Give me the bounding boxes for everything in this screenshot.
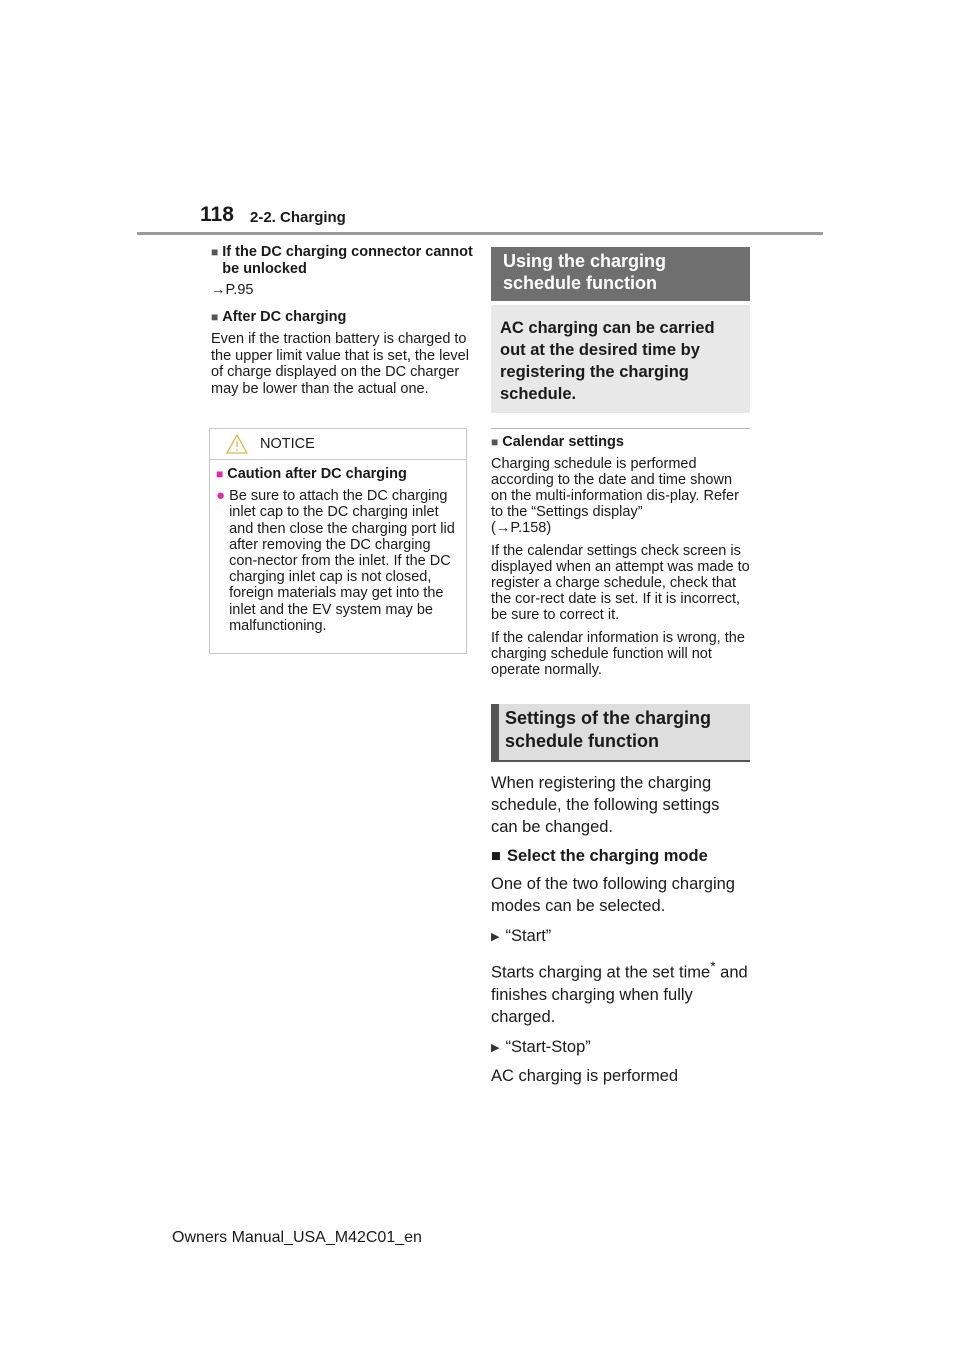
notice-body [210,460,466,634]
notice-header [210,429,466,460]
subheading-unlock: ■ If the DC charging connector cannot be unlocked [211,244,473,277]
calendar-paragraph-2: If the calendar settings check screen is displayed when an attempt was made to register a charge schedule, check that the cor-rect date is set. If it is incorrect, be sure to correct it. [491,543,750,623]
option-start-stop: ▶ “Start-Stop” [491,1037,591,1056]
circle-bullet-icon: ● [216,487,226,505]
notice-bullet: ● Be sure to attach the DC charging inlet cap to the DC charging inlet and then close the charging port lid after removing the DC charging con-nector from the inlet. If the DC charging inlet cap is not closed, foreign materials may get into the inlet and the EV system may be malfunctioning. [216,487,455,634]
page-reference: →P.95 [211,282,254,298]
section-title-settings: Settings of the charging schedule function [491,704,750,762]
page-number: 118 [200,203,234,226]
notice-title: NOTICE [260,436,315,452]
triangle-bullet-icon: ▶ [491,1041,500,1054]
section-title-schedule: Using the charging schedule function [491,247,750,301]
start-stop-description: AC charging is performed [491,1066,679,1085]
footer-text: Owners Manual_USA_M42C01_en [172,1229,422,1246]
left-column [211,244,473,397]
section-intro: AC charging can be carried out at the desired time by registering the charging schedule. [491,305,750,413]
start-description: Starts charging at the set time* and finishes charging when fully charged. [491,959,748,1026]
arrow-right-icon: → [495,520,511,536]
square-bullet-icon: ■ [491,435,499,449]
calendar-paragraph-1: Charging schedule is performed according to the date and time shown on the multi-information dis-play. Refer to the “Settings display” (→P.158) [491,456,739,536]
square-bullet-icon: ■ [211,309,219,324]
notice-heading: ■ Caution after DC charging [216,466,407,482]
subheading-after-dc: ■ After DC charging [211,308,347,325]
paragraph-after-dc: Even if the traction battery is charged to the upper limit value that is set, the level of charge displayed on the DC charger may be lower than the actual one. [211,331,469,397]
arrow-right-icon: → [211,282,226,298]
right-column [491,247,750,1087]
subheading-mode: ■ Select the charging mode [491,847,708,865]
calendar-paragraph-3: If the calendar information is wrong, the charging schedule function will not operate normally. [491,630,745,678]
square-bullet-icon: ■ [211,245,219,259]
mode-paragraph: One of the two following charging modes can be selected. [491,875,735,915]
subheading-calendar: ■ Calendar settings [491,434,624,450]
triangle-bullet-icon: ▶ [491,931,500,943]
option-start: ▶ “Start” [491,927,552,945]
warning-triangle-icon [226,434,248,454]
square-bullet-icon: ■ [491,847,501,865]
notice-box [209,428,467,654]
settings-intro: When registering the charging schedule, the following settings can be changed. [491,774,720,836]
divider [491,428,750,429]
chapter-title: 2-2. Charging [250,209,346,226]
square-bullet-icon: ■ [216,467,224,481]
header-rule [137,232,823,235]
